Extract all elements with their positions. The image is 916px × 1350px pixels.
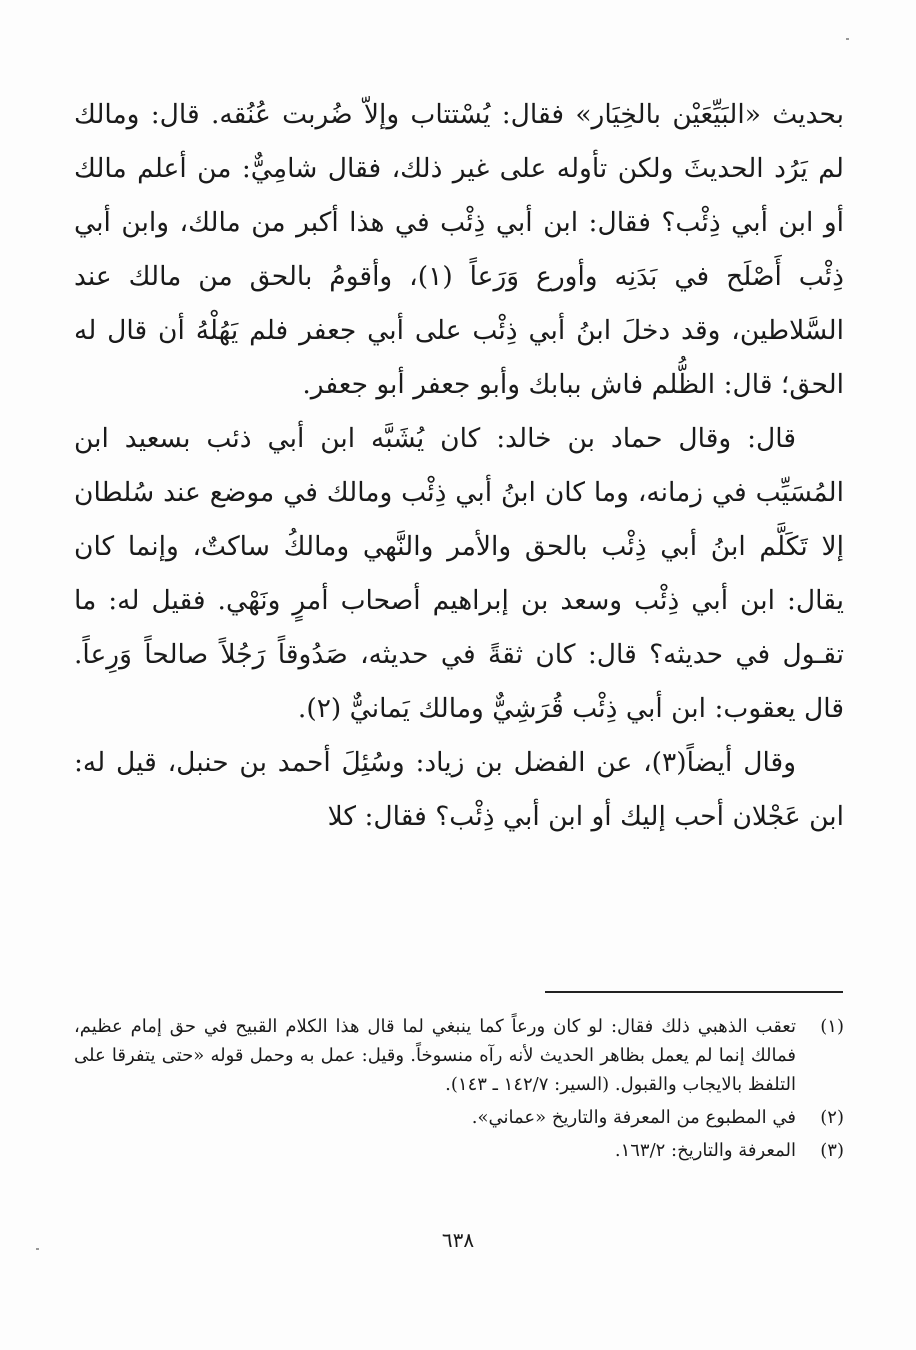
scan-speck xyxy=(846,38,849,40)
paragraph-3: وقال أيضاً(٣)، عن الفضل بن زياد: وسُئِلَ أحمد بن حنبل، قيل له: ابن عَجْلان أحب إليك أو ابن أبي ذِئْب؟ فقال: كلا xyxy=(74,747,844,832)
footnote-divider xyxy=(545,991,843,993)
footnote-text: تعقب الذهبي ذلك فقال: لو كان ورعاً كما ينبغي لما قال هذا الكلام القبيح في حق إمام عظيم، فمالك إنما لم يعمل بظاهر الحديث لأنه رآه منسوخاً. وقيل: عمل به وحمل قوله «حتى يتفرقا على التلفظ بالايجاب والقبول. (السير: ١٤٢/٧ ـ ١٤٣). xyxy=(74,1016,796,1095)
paragraph-2: قال: وقال حماد بن خالد: كان يُشَبَّه ابن أبي ذئب بسعيد ابن المُسَيِّب في زمانه، وما كان ابنُ أبي ذِئْب ومالك في موضع عند سُلطان إلا تَكَلَّم ابنُ أبي ذِئْب بالحق والأمر والنَّهي ومالكُ ساكتٌ، وإنما كان يقال: ابن أبي ذِئْب وسعد بن إبراهيم أصحاب أمرٍ ونَهْي. فقيل له: ما تقـول في حديثه؟ قال: كان ثقةً في حديثه، صَدُوقاً رَجُلاً صالحاً وَرِعاً. قال يعقوب: ابن أبي ذِئْب قُرَشِيٌّ ومالك يَمانيٌّ (٢). xyxy=(74,423,844,724)
footnote-number: (٢) xyxy=(820,1107,844,1128)
footnote-text: في المطبوع من المعرفة والتاريخ «عماني». xyxy=(471,1107,796,1128)
footnote-2 xyxy=(74,1103,844,1132)
page-number: ٦٣٨ xyxy=(441,1228,475,1252)
footnotes xyxy=(74,1012,844,1169)
paragraph-1: بحديث «البَيِّعَيْن بالخِيَار» فقال: يُسْتتاب وإلاّ ضُربت عُنُقه. قال: ومالك لم يَرُد الحديثَ ولكن تأوله على غير ذلك، فقال شامِيٌّ: من أعلم مالك أو ابن أبي ذِئْب؟ فقال: ابن أبي ذِئْب في هذا أكبر من مالك، وابن أبي ذِئْب أَصْلَح في بَدَنِه وأورع وَرَعاً (١)، وأقومُ بالحق من مالك عند السَّلاطين، وقد دخلَ ابنُ أبي ذِئْب على أبي جعفر فلم يَهُلْهُ أن قال له الحق؛ قال: الظُّلم فاش ببابك وأبو جعفر أبو جعفر. xyxy=(74,99,844,400)
footnote-3 xyxy=(74,1136,844,1165)
footnote-text: المعرفة والتاريخ: ١٦٣/٢. xyxy=(614,1140,796,1161)
main-text xyxy=(74,88,844,844)
footnote-1 xyxy=(74,1012,844,1099)
scan-speck xyxy=(36,1248,39,1250)
footnote-number: (١) xyxy=(820,1016,844,1037)
footnote-number: (٣) xyxy=(820,1140,844,1161)
